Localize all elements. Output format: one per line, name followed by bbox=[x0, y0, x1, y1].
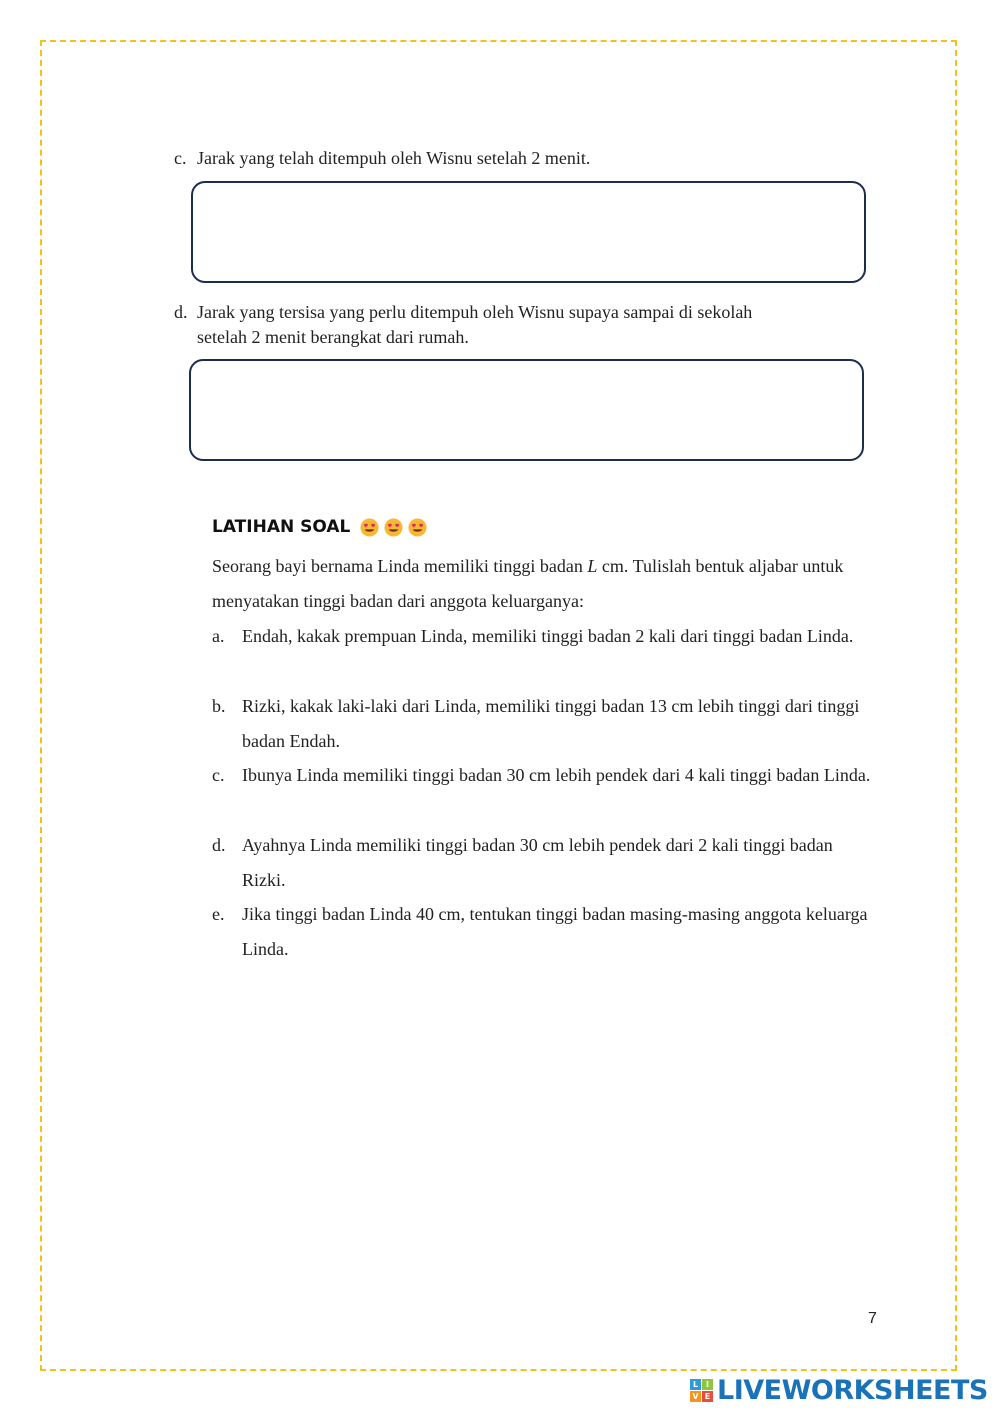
heart-eyes-emoji-icon bbox=[408, 518, 427, 537]
question-d-letter: d. bbox=[174, 302, 188, 322]
logo-tile-i: I bbox=[702, 1379, 713, 1390]
latihan-item-text: Ayahnya Linda memiliki tinggi badan 30 cm lebih pendek dari 2 kali tinggi badan Rizki. bbox=[242, 835, 833, 890]
latihan-soal-title: LATIHAN SOAL bbox=[212, 517, 351, 537]
latihan-item-text: Jika tinggi badan Linda 40 cm, tentukan tinggi badan masing-masing anggota keluarga Linda. bbox=[242, 904, 868, 959]
latihan-item-letter: d. bbox=[212, 835, 226, 855]
latihan-intro bbox=[212, 549, 877, 619]
liveworksheets-brand[interactable] bbox=[690, 1375, 988, 1406]
latihan-item-c bbox=[212, 758, 877, 793]
logo-tile-l: L bbox=[690, 1379, 701, 1390]
question-d-line1: Jarak yang tersisa yang perlu ditempuh oleh Wisnu supaya sampai di sekolah bbox=[197, 302, 753, 322]
logo-tile-e: E bbox=[702, 1391, 713, 1402]
latihan-item-e bbox=[212, 897, 877, 967]
latihan-item-a bbox=[212, 619, 877, 654]
logo-tile-v: V bbox=[690, 1391, 701, 1402]
question-c-text: Jarak yang telah ditempuh oleh Wisnu setelah 2 menit. bbox=[197, 148, 591, 168]
latihan-item-d bbox=[212, 828, 877, 898]
question-d-line2: setelah 2 menit berangkat dari rumah. bbox=[197, 327, 469, 347]
question-d-continued bbox=[174, 325, 469, 350]
latihan-item-letter: c. bbox=[212, 765, 225, 785]
latihan-item-b bbox=[212, 689, 877, 759]
liveworksheets-wordmark: LIVEWORKSHEETS bbox=[717, 1375, 988, 1406]
latihan-item-text: Rizki, kakak laki-laki dari Linda, memiliki tinggi badan 13 cm lebih tinggi dari tinggi badan Endah. bbox=[242, 696, 860, 751]
latihan-item-letter: b. bbox=[212, 696, 226, 716]
question-c bbox=[174, 146, 590, 171]
heart-eyes-emoji-icon bbox=[360, 518, 379, 537]
latihan-intro-part1: Seorang bayi bernama Linda memiliki tinggi badan bbox=[212, 556, 588, 576]
latihan-soal-heading bbox=[212, 517, 427, 537]
latihan-item-text: Endah, kakak prempuan Linda, memiliki tinggi badan 2 kali dari tinggi badan Linda. bbox=[242, 626, 854, 646]
latihan-item-letter: e. bbox=[212, 904, 225, 924]
latihan-item-letter: a. bbox=[212, 626, 225, 646]
question-c-letter: c. bbox=[174, 148, 187, 168]
heart-eyes-emoji-icon bbox=[384, 518, 403, 537]
page-number: 7 bbox=[868, 1310, 877, 1327]
liveworksheets-logo-icon bbox=[690, 1379, 713, 1402]
answer-box-c[interactable] bbox=[191, 181, 866, 283]
latihan-item-text: Ibunya Linda memiliki tinggi badan 30 cm lebih pendek dari 4 kali tinggi badan Linda. bbox=[242, 765, 871, 785]
latihan-intro-variable: L bbox=[587, 556, 598, 576]
answer-box-d[interactable] bbox=[189, 359, 864, 461]
question-d bbox=[174, 300, 752, 325]
latihan-intro-part2: cm. Tulislah bentuk aljabar untuk menyatakan tinggi badan dari anggota keluarganya: bbox=[212, 556, 844, 611]
